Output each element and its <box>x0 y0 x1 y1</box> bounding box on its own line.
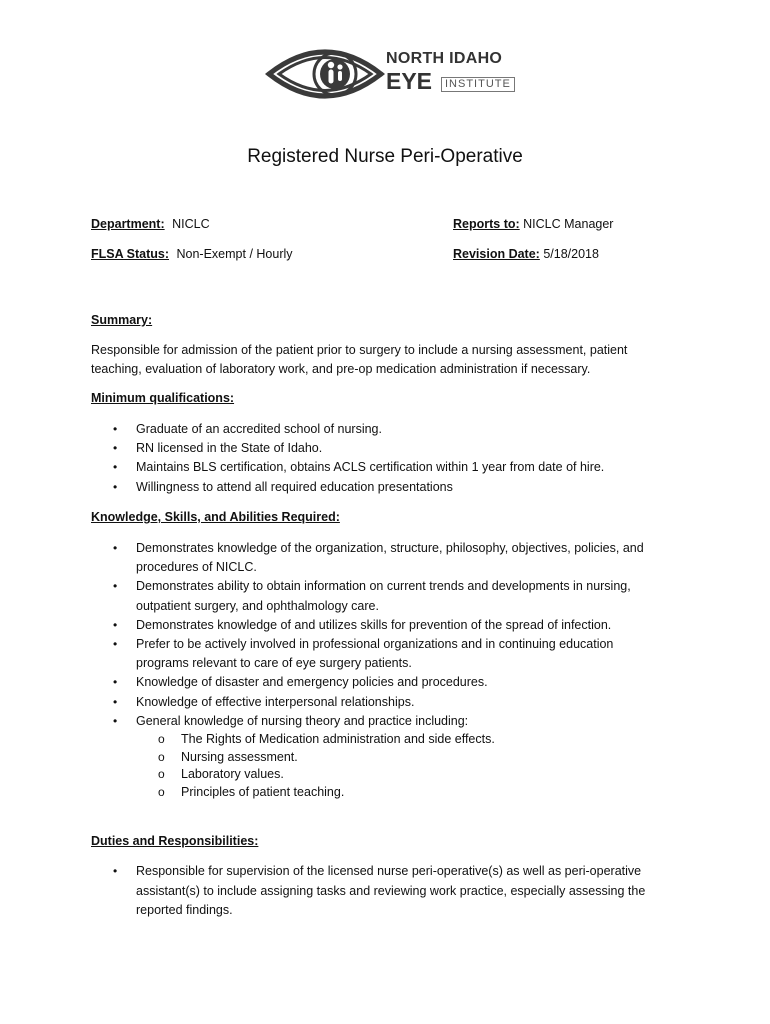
nursing-theory-sublist <box>136 731 661 801</box>
list-item: • Prefer to be actively involved in professional organizations and in continuing education programs relevant to care of eye surgery patients. <box>91 635 661 673</box>
list-item: • RN licensed in the State of Idaho. <box>91 439 671 458</box>
revision-date-value: 5/18/2018 <box>543 247 599 261</box>
list-item: • Willingness to attend all required education presentations <box>91 478 671 497</box>
duties-heading: Duties and Responsibilities: <box>91 834 259 848</box>
revision-date-label: Revision Date: <box>453 247 540 261</box>
department-value: NICLC <box>172 217 210 231</box>
list-item-text: General knowledge of nursing theory and practice including: <box>136 713 469 728</box>
reports-to-label: Reports to: <box>453 217 520 231</box>
revision-date-field <box>453 247 599 261</box>
sub-list-item: o Principles of patient teaching. <box>136 784 661 802</box>
north-idaho-eye-institute-logo <box>265 44 511 104</box>
flsa-status-label: FLSA Status: <box>91 247 170 261</box>
list-item: • Demonstrates knowledge of and utilizes skills for prevention of the spread of infection. <box>91 616 661 635</box>
list-item: • Knowledge of disaster and emergency policies and procedures. <box>91 673 661 692</box>
eye-logo-icon <box>265 44 385 104</box>
reports-to-value: NICLC Manager <box>523 217 614 231</box>
page-title: Registered Nurse Peri-Operative <box>247 146 523 167</box>
duties-list <box>91 862 666 921</box>
sub-list-item: o Nursing assessment. <box>136 749 661 767</box>
list-item <box>91 712 661 801</box>
logo-text-eye: EYE <box>386 68 433 94</box>
flsa-status-value: Non-Exempt / Hourly <box>176 247 293 261</box>
sub-list-item: o Laboratory values. <box>136 766 661 784</box>
logo-text-north-idaho: NORTH IDAHO <box>386 50 503 67</box>
list-item: • Demonstrates knowledge of the organization, structure, philosophy, objectives, policies, and procedures of NICLC. <box>91 539 661 577</box>
reports-to-field <box>453 217 613 231</box>
ksa-heading: Knowledge, Skills, and Abilities Required: <box>91 510 340 524</box>
department-label: Department: <box>91 217 165 231</box>
ksa-list <box>91 539 661 801</box>
min-qualifications-list <box>91 420 671 497</box>
list-item: • Graduate of an accredited school of nursing. <box>91 420 671 439</box>
sub-list-item: o The Rights of Medication administration and side effects. <box>136 731 661 749</box>
list-item: • Maintains BLS certification, obtains ACLS certification within 1 year from date of hire. <box>91 458 671 477</box>
list-item: • Responsible for supervision of the licensed nurse peri-operative(s) as well as peri-operative assistant(s) to include assigning tasks and reviewing work practice, especially assessing the reported findings. <box>91 862 666 921</box>
department-field <box>91 217 210 231</box>
list-item: • Demonstrates ability to obtain information on current trends and developments in nursing, outpatient surgery, and ophthalmology care. <box>91 577 661 615</box>
list-item: • Knowledge of effective interpersonal relationships. <box>91 693 661 712</box>
logo-text-institute: INSTITUTE <box>441 77 515 92</box>
summary-text: Responsible for admission of the patient prior to surgery to include a nursing assessment, patient teaching, evaluation of laboratory work, and pre-op medication administration if necessary. <box>91 343 628 376</box>
summary-heading: Summary: <box>91 313 153 327</box>
min-qualifications-heading: Minimum qualifications: <box>91 391 235 405</box>
flsa-status-field <box>91 247 293 261</box>
